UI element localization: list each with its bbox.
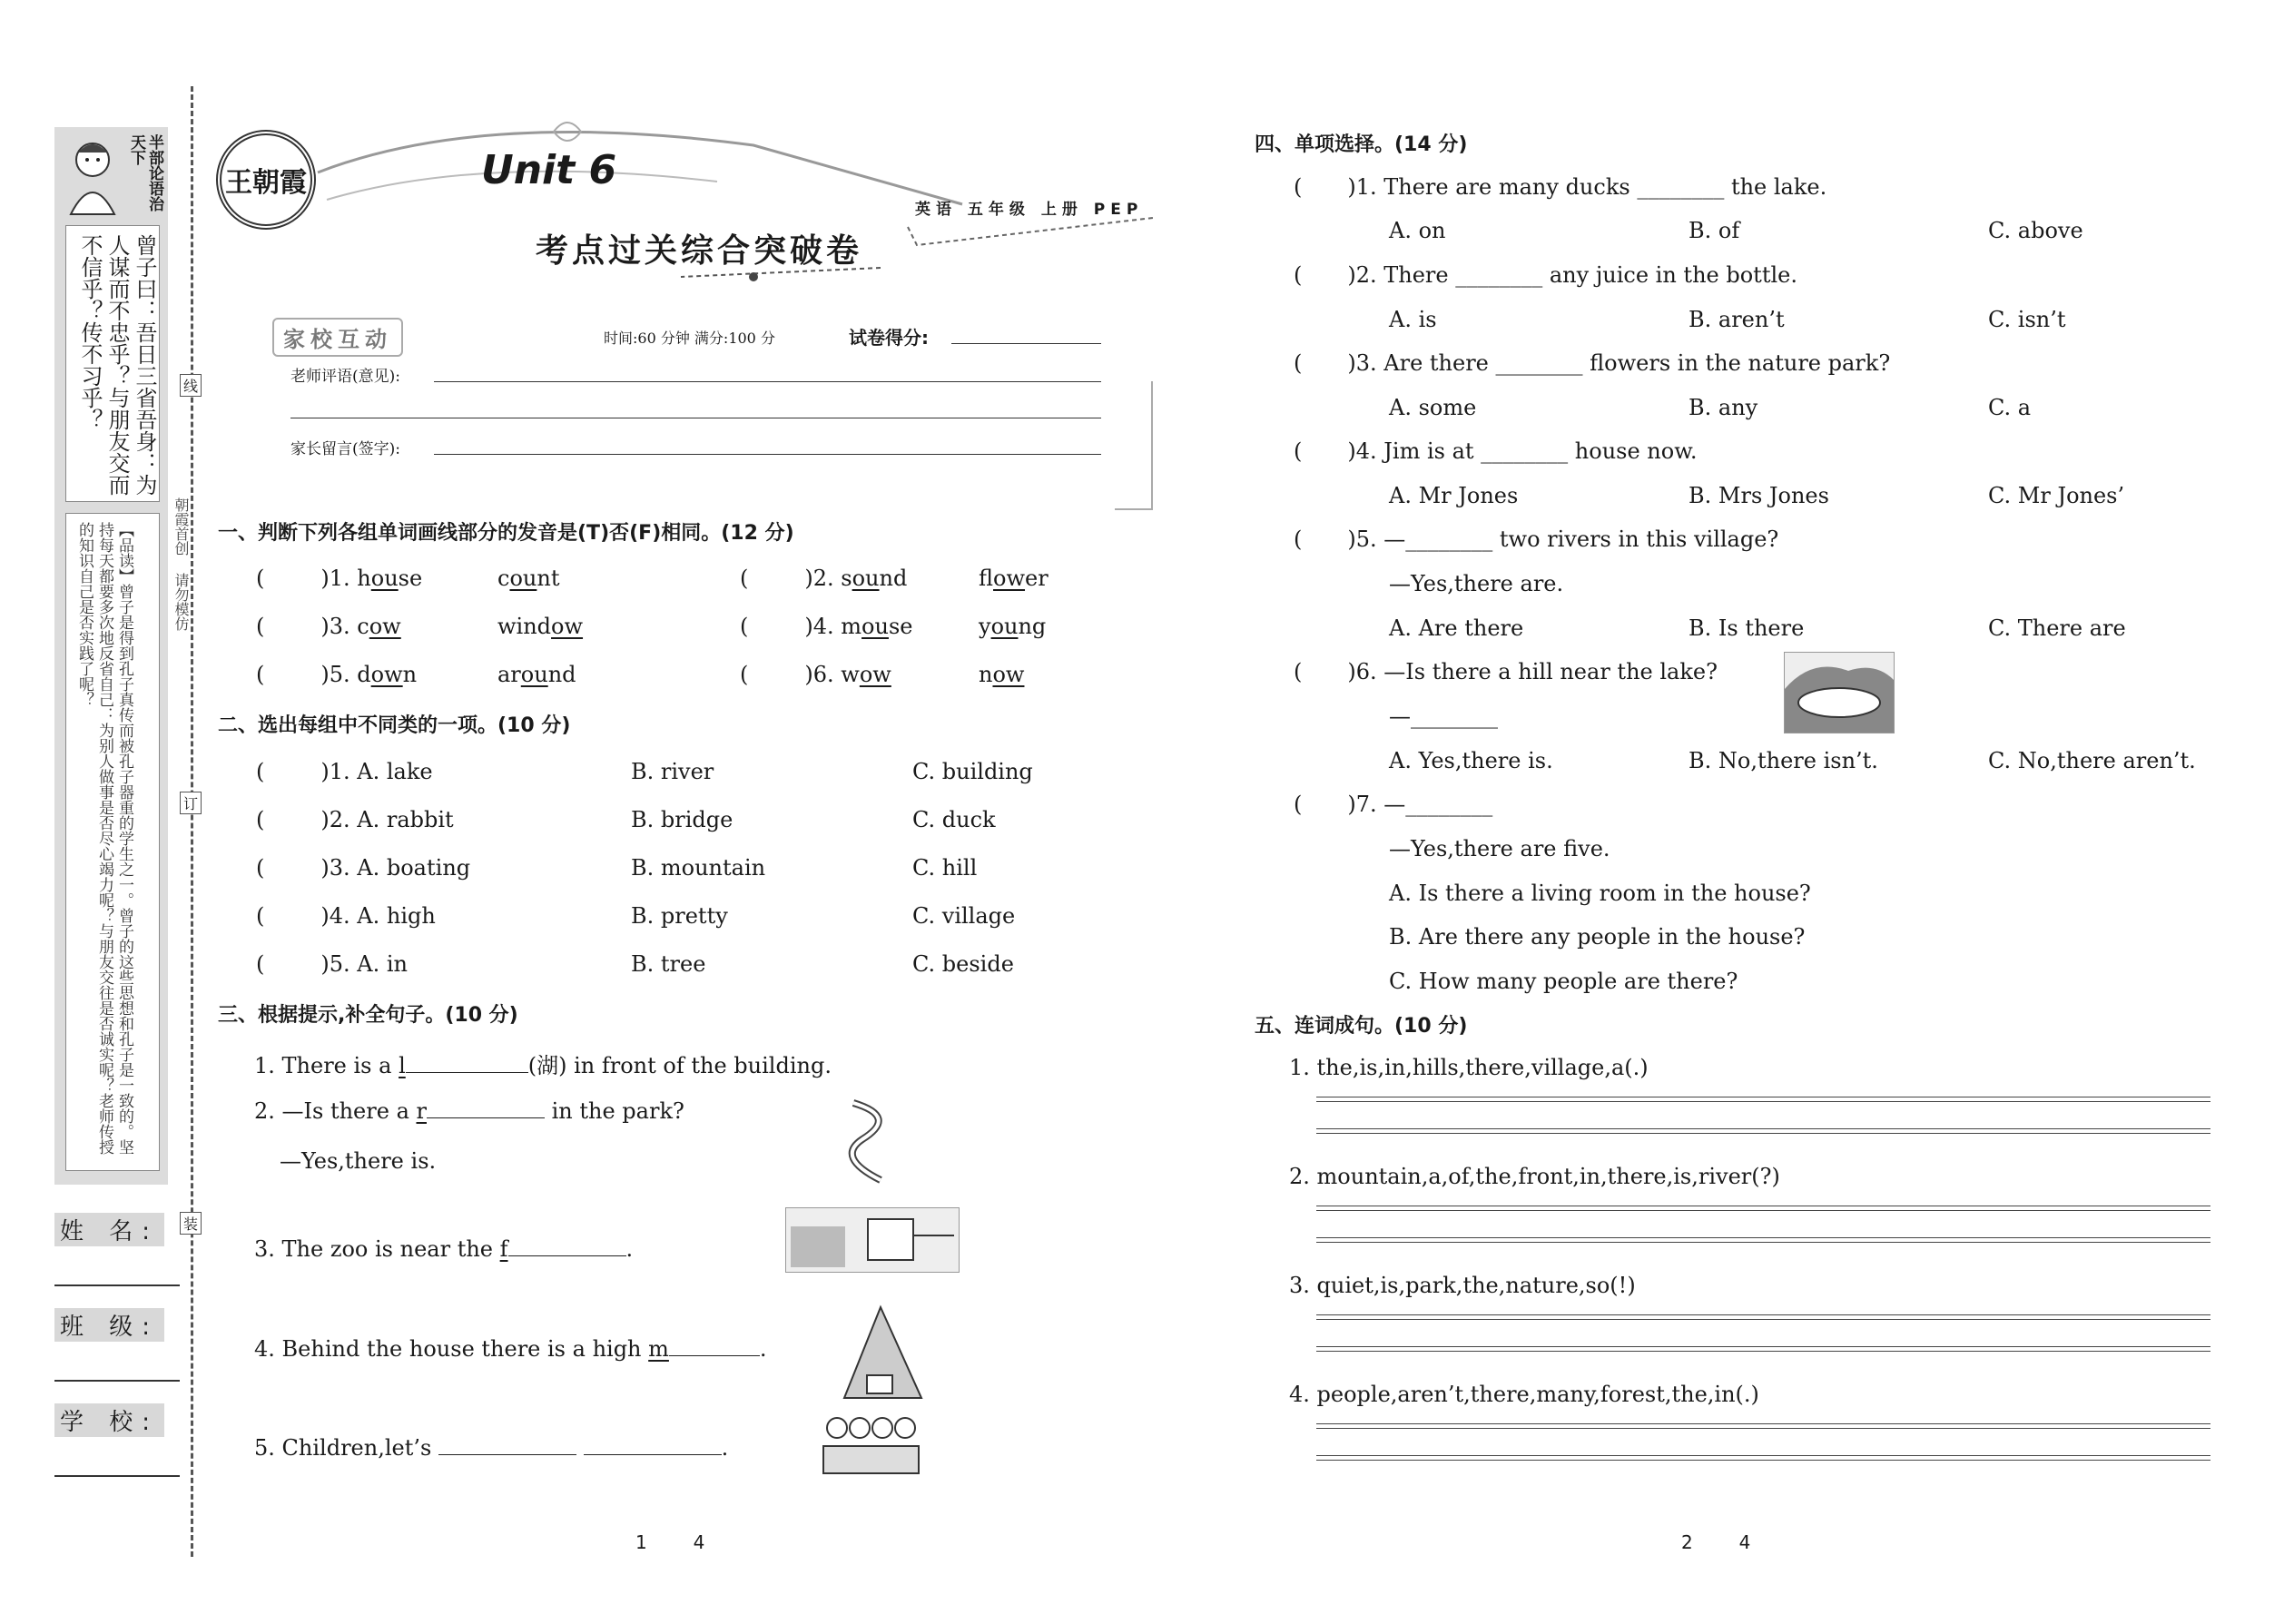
home-school-badge: 家校互动	[272, 318, 403, 357]
section2-title: 二、选出每组中不同类的一项。(10 分)	[218, 714, 571, 737]
s4-item-2-a: A. is	[1389, 307, 1437, 332]
motto-text: 曾子曰：吾日三省吾身：为人谋而不忠乎？与朋友交而不信乎？传不习乎？	[77, 234, 157, 496]
s2-item-4-b: B. pretty	[631, 903, 728, 929]
s4-item-7: ( )7. —________	[1294, 792, 1493, 817]
s2-item-4: ( )4. A. high	[256, 903, 436, 929]
s3-item-1: 1. There is a l (湖) in front of the building.	[254, 1053, 832, 1078]
class-input-line[interactable]	[54, 1380, 180, 1382]
section3-title: 三、根据提示,补全句子。(10 分)	[218, 1004, 518, 1027]
s1-item-5-word2: around	[497, 662, 576, 687]
s3-item-2-answer: —Yes,there is.	[280, 1148, 437, 1174]
s5-line-4a[interactable]	[1316, 1423, 2210, 1429]
s2-item-5-c: C. beside	[912, 951, 1014, 977]
s4-item-2-b: B. aren’t	[1689, 307, 1785, 332]
section5-title: 五、连词成句。(10 分)	[1255, 1015, 1468, 1038]
s4-item-7-b: B. Are there any people in the house?	[1389, 924, 1806, 950]
s1-item-6: ( )6. wow	[740, 662, 891, 687]
page-number-left: 1 4	[635, 1531, 705, 1553]
score-label: 试卷得分:	[849, 327, 929, 349]
s2-item-2-c: C. duck	[912, 807, 996, 832]
mountain-picture	[840, 1303, 926, 1403]
s2-item-3-b: B. mountain	[631, 855, 766, 881]
cut-mark-1: 线	[180, 374, 202, 397]
brand-logo: 王朝霞	[216, 130, 316, 230]
score-field[interactable]	[951, 343, 1101, 344]
s1-item-3-word2: window	[497, 614, 584, 639]
name-label: 姓 名:	[54, 1213, 164, 1246]
s2-item-2-b: B. bridge	[631, 807, 733, 832]
lake-hill-picture	[1784, 652, 1895, 733]
s4-item-1-b: B. of	[1689, 218, 1740, 243]
s4-item-6-c: C. No,there aren’t.	[1988, 748, 2196, 773]
s4-item-7-a: A. Is there a living room in the house?	[1389, 881, 1811, 906]
cut-line	[191, 86, 193, 1557]
s4-item-4-c: C. Mr Jones’	[1988, 483, 2125, 508]
teacher-comment-label: 老师评语(意见):	[290, 368, 400, 386]
parent-comment-line[interactable]	[434, 454, 1101, 455]
side-header: 半部论语治天下	[127, 134, 163, 212]
s4-item-3: ( )3. Are there ________ flowers in the nature park?	[1294, 350, 1891, 376]
name-input-line[interactable]	[54, 1284, 180, 1286]
s2-item-5: ( )5. A. in	[256, 951, 409, 977]
s4-item-6-b: B. No,there isn’t.	[1689, 748, 1878, 773]
s3-item-3: 3. The zoo is near the f .	[254, 1236, 634, 1262]
s5-item-2: 2. mountain,a,of,the,front,in,there,is,river(?)	[1289, 1164, 1780, 1189]
s4-item-3-a: A. some	[1389, 395, 1477, 420]
s4-item-2-c: C. isn’t	[1988, 307, 2066, 332]
s1-item-3: ( )3. cow	[256, 614, 401, 639]
teacher-comment-line[interactable]	[434, 381, 1101, 382]
s4-item-5-c: C. There are	[1988, 615, 2126, 641]
s4-item-6-line2: —________	[1389, 704, 1498, 729]
school-input-line[interactable]	[54, 1475, 180, 1477]
time-score-info: 时间:60 分钟 满分:100 分	[604, 330, 775, 347]
farm-picture	[785, 1207, 960, 1273]
s4-item-5-line2: —Yes,there are.	[1389, 571, 1564, 596]
s1-item-6-word2: now	[979, 662, 1025, 687]
school-label: 学 校:	[54, 1403, 164, 1437]
children-picture	[819, 1412, 923, 1480]
s4-item-1: ( )1. There are many ducks ________ the lake.	[1294, 174, 1827, 200]
s5-line-3a[interactable]	[1316, 1314, 2210, 1320]
s1-item-1: ( )1. house	[256, 566, 423, 591]
s4-item-1-a: A. on	[1389, 218, 1446, 243]
unit-title: Unit 6	[481, 147, 617, 193]
s2-item-1-b: B. river	[631, 759, 714, 784]
s3-item-2: 2. —Is there a r in the park?	[254, 1098, 684, 1124]
s5-item-3: 3. quiet,is,park,the,nature,so(!)	[1289, 1273, 1636, 1298]
s4-item-4-b: B. Mrs Jones	[1689, 483, 1829, 508]
section4-title: 四、单项选择。(14 分)	[1255, 133, 1468, 156]
s2-item-3-c: C. hill	[912, 855, 978, 881]
paper-title: 考点过关综合突破卷	[536, 231, 863, 270]
parent-comment-label: 家长留言(签字):	[290, 440, 400, 458]
river-picture	[826, 1098, 917, 1186]
page-number-right: 2 4	[1681, 1531, 1751, 1553]
s2-item-1-c: C. building	[912, 759, 1033, 784]
s4-item-3-b: B. any	[1689, 395, 1758, 420]
s2-item-5-b: B. tree	[631, 951, 706, 977]
s5-line-2b[interactable]	[1316, 1237, 2210, 1243]
cut-note: 朝霞首创 请勿模仿	[172, 497, 190, 631]
s4-item-5-a: A. Are there	[1389, 615, 1524, 641]
s1-item-4-word2: young	[979, 614, 1047, 639]
s1-item-5: ( )5. down	[256, 662, 418, 687]
s4-item-6: ( )6. —Is there a hill near the lake?	[1294, 659, 1718, 684]
cut-mark-3: 装	[180, 1212, 202, 1235]
s3-item-4: 4. Behind the house there is a high m .	[254, 1336, 767, 1362]
s5-line-3b[interactable]	[1316, 1346, 2210, 1352]
s5-line-4b[interactable]	[1316, 1455, 2210, 1461]
s4-item-7-c: C. How many people are there?	[1389, 969, 1738, 994]
s1-item-2: ( )2. sound	[740, 566, 908, 591]
s4-item-6-a: A. Yes,there is.	[1389, 748, 1553, 773]
s4-item-7-line2: —Yes,there are five.	[1389, 836, 1610, 861]
subject-label: 英语 五年级 上册 PEP	[915, 201, 1144, 219]
s5-item-4: 4. people,aren’t,there,many,forest,the,in(.)	[1289, 1382, 1759, 1407]
s4-item-5: ( )5. —________ two rivers in this village?	[1294, 527, 1779, 552]
class-label: 班 级:	[54, 1308, 164, 1342]
s2-item-1: ( )1. A. lake	[256, 759, 433, 784]
s5-line-2a[interactable]	[1316, 1206, 2210, 1211]
s4-item-1-c: C. above	[1988, 218, 2083, 243]
s2-item-3: ( )3. A. boating	[256, 855, 471, 881]
s1-item-1-word2: count	[497, 566, 560, 591]
cut-mark-2: 订	[180, 792, 202, 814]
scholar-illustration	[62, 134, 123, 216]
s5-line-1b[interactable]	[1316, 1128, 2210, 1134]
header-frame	[1115, 381, 1153, 510]
section1-title: 一、判断下列各组单词画线部分的发音是(T)否(F)相同。(12 分)	[218, 522, 794, 545]
s1-item-4: ( )4. mouse	[740, 614, 913, 639]
s2-item-2: ( )2. A. rabbit	[256, 807, 454, 832]
s5-line-1a[interactable]	[1316, 1097, 2210, 1102]
s4-item-5-b: B. Is there	[1689, 615, 1805, 641]
s4-item-2: ( )2. There ________ any juice in the bottle.	[1294, 262, 1797, 288]
s2-item-4-c: C. village	[912, 903, 1016, 929]
reading-text: 【品读】曾子是得到孔子真传而被孔子器重的学生之一。曾子的这些思想和孔子是一致的。坚持每天都要多次地反省自己：为别人做事是否尽心竭力呢？与朋友交往是否诚实呢？老师传授的知识自己是否实践了呢？	[75, 522, 133, 1155]
s1-item-2-word2: flower	[979, 566, 1049, 591]
s4-item-3-c: C. a	[1988, 395, 2032, 420]
s4-item-4-a: A. Mr Jones	[1389, 483, 1519, 508]
s5-item-1: 1. the,is,in,hills,there,village,a(.)	[1289, 1055, 1649, 1080]
s3-item-5: 5. Children,let’s .	[254, 1435, 729, 1461]
s4-item-4: ( )4. Jim is at ________ house now.	[1294, 438, 1698, 464]
